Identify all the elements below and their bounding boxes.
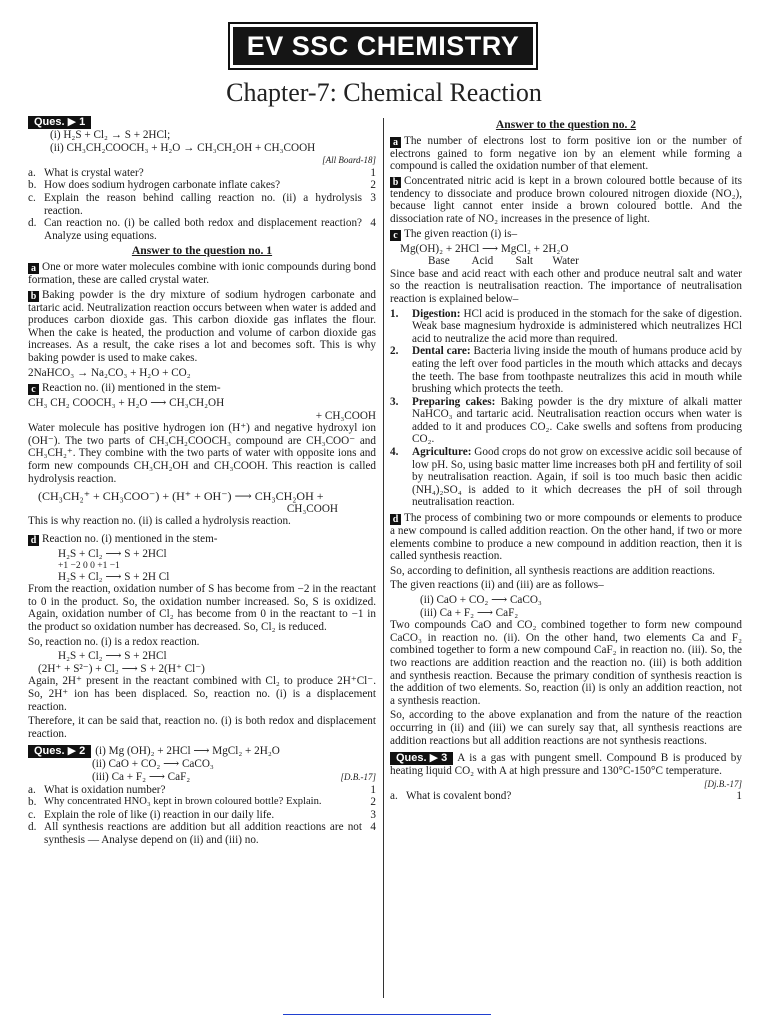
- q1-d-text4: Therefore, it can be said that, reaction no. (i) is both redox and displacement reaction.: [28, 715, 376, 740]
- q2-d-text4: Two compounds CaO and CO₂ combined together to form new compound CaCO₃ in reaction no. (ii). On the other hand, two elements Ca and F₂ combined together to form a new compound CaF₂ in reaction no. (iii). So, the two reactions are addition reaction and the reaction no. (iii) is both addition and synthesis reaction. Because the primary condition of synthesis reaction is the addition of two elements. So, reaction (ii) is only an addition reaction, not a synthesis reaction.: [390, 619, 742, 707]
- q1-d-text1: From the reaction, oxidation number of S has become from −2 in the reactant to 0 in the product. So, the oxidation number increased. So, S is oxidized. Again, oxidation number of Cl₂ has become from 0 in the reactant to −1 in the product so oxidation number has decreased. So, Cl₂ is reduced.: [28, 583, 376, 633]
- q1-answer-d-intro: d Reaction no. (i) mentioned in the stem-: [28, 533, 376, 546]
- q2-c-text: Since base and acid react with each other and produce neutral salt and water so the reaction is neutralisation reaction. The importance of neutralisation reaction is explained below–: [390, 267, 742, 305]
- label-a-icon: a: [390, 137, 401, 148]
- q2-c-eq: Mg(OH)₂ + 2HCl ⟶ MgCl₂ + 2H₂O: [400, 242, 569, 255]
- column-divider: [383, 118, 384, 998]
- label-d-icon: d: [28, 535, 39, 546]
- q1-eq-ii: (ii) CH₃CH₂COOCH₃ + H₂O → CH₃CH₂OH + CH₃COOH: [50, 141, 316, 154]
- q2-eq-iii: (iii) Ca + F₂ ⟶ CaF₂: [92, 770, 191, 783]
- q1-d-eq3: H₂S + Cl₂ ⟶ S + 2HCl: [58, 650, 167, 663]
- q1-b-equation: 2NaHCO₃ → Na₂CO₃ + H₂O + CO₂: [28, 366, 191, 379]
- q2-d-eq1: (ii) CaO + CO₂ ⟶ CaCO₃: [420, 594, 542, 606]
- q1-item-c: c. Explain the reason behind calling reaction no. (ii) a hydrolysis reaction. 3: [28, 191, 376, 217]
- label-a-icon: a: [28, 263, 39, 274]
- q1-eq-i: (i) H₂S + Cl₂ → S + 2HCl;: [50, 129, 171, 141]
- q2-item-c: c. Explain the role of like (i) reaction in our daily life. 3: [28, 808, 376, 821]
- banner-text: EV SSC CHEMISTRY: [233, 27, 533, 65]
- q2-answer-b: b Concentrated nitric acid is kept in a brown coloured bottle because of its tendency to dissociate and produce brown coloured nitrogen dioxide (NO₂), because light cannot enter inside a brown coloured bottle. And the dissociation rate of NO₂ increases in the presence of light.: [390, 174, 742, 225]
- footer-link-line: [283, 1014, 491, 1015]
- q2-answer-heading: Answer to the question no. 2: [495, 118, 637, 131]
- q1-source: [All Board-18]: [322, 155, 376, 166]
- q1-d-oxidation: +1 −2 0 0 +1 −1: [58, 560, 120, 571]
- label-b-icon: b: [28, 291, 39, 302]
- q2-answer-a: a The number of electrons lost to form positive ion or the number of electrons gained to form negative ion by an element while forming a compound is called the oxidation number of that element.: [390, 134, 742, 173]
- q1-d-eq2: H₂S + Cl₂ ⟶ S + 2H Cl: [58, 570, 170, 583]
- q2-eq-i: (i) Mg (OH)₂ + 2HCl ⟶ MgCl₂ + 2H₂O: [95, 745, 280, 758]
- q1-answer-heading: Answer to the question no. 1: [131, 244, 273, 258]
- label-b-icon: b: [390, 177, 401, 188]
- q2-c-labels: Base Acid Salt Water: [428, 255, 579, 268]
- q1-answer-a: a One or more water molecules combine with ionic compounds during bond formation, these are called crystal water.: [28, 260, 376, 286]
- q1-d-eq4: (2H⁺ + S²⁻) + Cl₂ ⟶ S + 2(H⁺ Cl⁻): [38, 662, 205, 675]
- q3-source: [Dj.B.-17]: [704, 778, 742, 789]
- q1-tag-row: [28, 116, 376, 129]
- q1-c-eq2b: CH₃COOH: [286, 502, 338, 515]
- q2-source: [D.B.-17]: [340, 771, 376, 782]
- q2-tag: Ques. ▶ 2: [28, 745, 91, 758]
- q1-item-d: d. Can reaction no. (i) be called both redox and displacement reaction? Analyze using equations. 4: [28, 217, 376, 242]
- title-banner: [228, 22, 538, 70]
- label-c-icon: c: [28, 384, 39, 395]
- q2-point-2: 2. Dental care: Bacteria living inside the mouth of humans produce acid by eating the left over food particles in the mouth which attacks and decays the teeth. The base from toothpaste neutralizes this acid in mouth while brushing which protects the teeth.: [390, 345, 742, 396]
- q3-item-a: a. What is covalent bond? 1: [390, 790, 742, 803]
- label-d-icon: d: [390, 514, 401, 525]
- q2-d-eq2: (iii) Ca + F₂ ⟶ CaF₂: [420, 606, 519, 619]
- q2-tag-row: [28, 745, 376, 758]
- q1-c-eq1b: + CH₃COOH: [315, 409, 376, 422]
- q1-answer-c-intro: c Reaction no. (ii) mentioned in the stem-: [28, 382, 376, 395]
- q2-point-1: 1. Digestion: HCl acid is produced in the stomach for the sake of digestion. Weak base magnesium hydroxide is administered which neutralizes HCl acid to neutralize the acid more than required.: [390, 307, 742, 345]
- q2-point-3: 3. Preparing cakes: Baking powder is the dry mixture of alkali matter NaHCO₃ and tartaric acid. Neutralisation reaction occurs when water is added to it and produces CO₂. Cake swells and softens from producing CO₂.: [390, 395, 742, 446]
- q2-d-text2: So, according to definition, all synthesis reactions are addition reactions.: [390, 564, 715, 577]
- q2-eq-ii: (ii) CaO + CO₂ ⟶ CaCO₃: [92, 758, 214, 771]
- q2-item-d: d. All synthesis reactions are addition but all addition reactions are not synthesis — Analyse depend on (ii) and (iii) no. 4: [28, 821, 376, 846]
- q2-d-text3: The given reactions (ii) and (iii) are as follows–: [390, 579, 604, 592]
- label-c-icon: c: [390, 230, 401, 241]
- q2-item-a: a. What is oxidation number? 1: [28, 783, 376, 796]
- q1-tag: Ques. ▶ 1: [28, 116, 91, 129]
- right-column: [390, 116, 742, 803]
- q1-d-text3: Again, 2H⁺ present in the reactant combined with Cl₂ to produce 2H⁺Cl⁻. So, 2H⁺ ion has been displaced. So, reaction no. (i) is a displacement reaction.: [28, 675, 376, 713]
- left-column: [28, 116, 376, 847]
- q2-answer-d: d The process of combining two or more compounds or elements to produce a new compound is called addition reaction. On the other hand, if two or more elements combine to produce a new compound in addition reaction, then it is called synthesis reaction.: [390, 512, 742, 563]
- q1-answer-b: b Baking powder is the dry mixture of sodium hydrogen carbonate and tartaric acid. Neutralization reaction occurs between when water is added and produces carbon dioxide gas. This carbon dioxide gas inflates the flour. When the cake is heated, the production and volume of carbon dioxide gas increases. As a result, the cake rises a lot and becomes soft. This is why baking powder is used to make cakes.: [28, 288, 376, 364]
- q2-answer-c-intro: c The given reaction (i) is–: [390, 228, 742, 241]
- q1-c-text: Water molecule has positive hydrogen ion (H⁺) and negative hydroxyl ion (OH⁻). The two parts of CH₃CH₂COOCH₃ compound are CH₃COO⁻ and CH₃CH₂⁺. They combine with the two parts of water with opposite ions and form new compounds CH₃CH₂OH and CH₃COOH. This reaction is called hydrolysis reaction.: [28, 422, 376, 485]
- q1-item-a: a. What is crystal water? 1: [28, 166, 376, 179]
- q1-c-end: This is why reaction no. (ii) is called a hydrolysis reaction.: [28, 515, 291, 528]
- q3-tag: Ques. ▶ 3: [390, 752, 453, 765]
- q1-item-b: b. How does sodium hydrogen carbonate inflate cakes? 2: [28, 179, 376, 192]
- q1-d-text2: So, reaction no. (i) is a redox reaction.: [28, 635, 200, 648]
- q1-d-eq1: H₂S + Cl₂ ⟶ S + 2HCl: [58, 548, 167, 561]
- q3-stem: Ques. ▶ 3 A is a gas with pungent smell. Compound B is produced by heating liquid CO₂ with A at high pressure and 130°C-150°C temperature. [Dj.B.-17]: [390, 752, 742, 789]
- q1-c-eq1: CH₃ CH₂ COOCH₃ + H₂O ⟶ CH₃CH₂OH: [28, 397, 225, 410]
- q2-eq-iii-row: [28, 771, 376, 784]
- q2-point-4: 4. Agriculture: Good crops do not grow on excessive acidic soil because of low pH. So, using basic matter lime increases both pH and fertility of soil by neutralisation reaction. Again, if soil is too much basic then acidic (NH₄)₂SO₄ is added to it which decreases the pH of soil through neutralisation reaction.: [390, 446, 742, 509]
- chapter-title: Chapter-7: Chemical Reaction: [226, 78, 542, 107]
- q2-d-text5: So, according to the above explanation and from the nature of the reaction occurring in (ii) and (iii) we can surely say that, all synthesis reactions are addition reactions but all addition reactions are not synthesis reactions.: [390, 709, 742, 747]
- q1-c-eq2: (CH₃CH₂⁺ + CH₃COO⁻) + (H⁺ + OH⁻) ⟶ CH₃CH₂OH +: [38, 489, 324, 504]
- q2-item-b: b. Why concentrated HNO₃ kept in brown coloured bottle? Explain. 2: [28, 796, 376, 809]
